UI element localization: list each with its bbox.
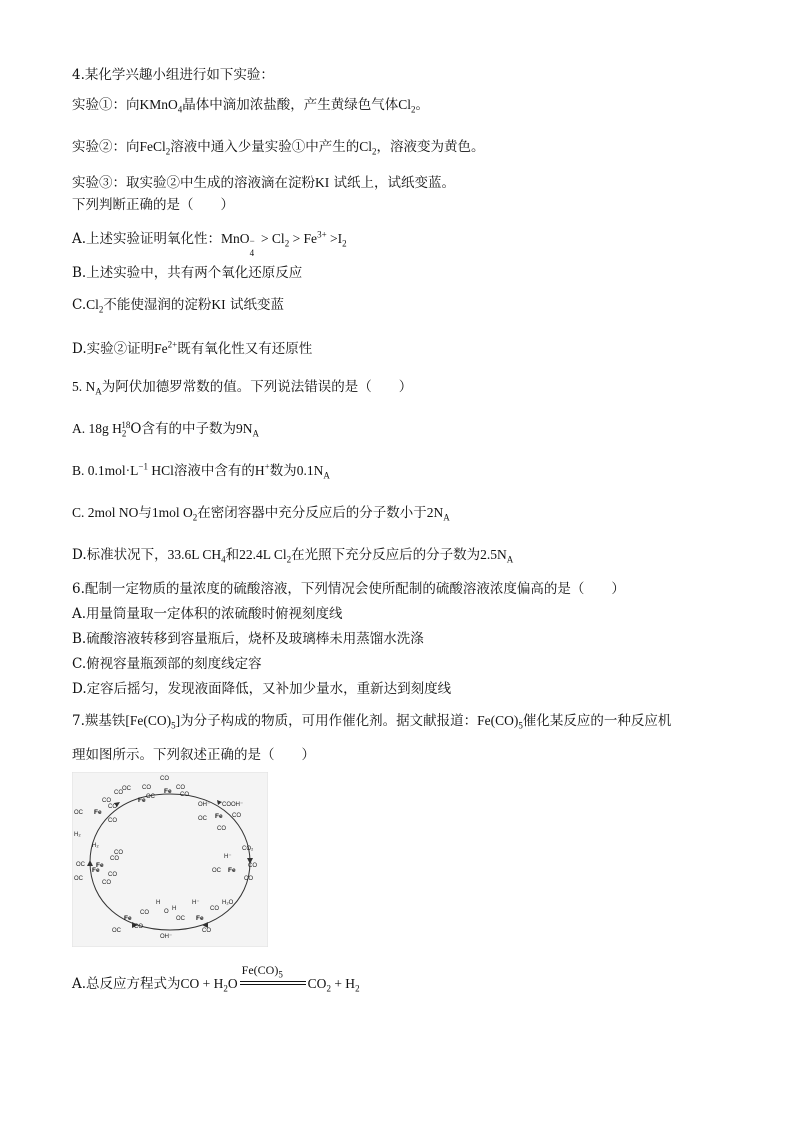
q7-stem-line2: 理如图所示。下列叙述正确的是（ ） <box>72 747 315 763</box>
figure-label: CO <box>108 818 117 824</box>
figure-label: Fe <box>196 915 204 922</box>
figure-label: OC <box>122 786 131 792</box>
q4-exp2: 实验②：向FeCl$_2$溶液中通入少量实验①中产生的$Cl_2$，溶液变为黄色。 <box>72 139 485 157</box>
figure-label: O <box>164 909 169 915</box>
figure-label: OC <box>74 810 83 816</box>
figure-label: CO <box>248 863 257 869</box>
q7-option-a: A.总反应方程式为CO + $H_2O$ $Fe(CO)_5$ $CO_2 + H_2$ <box>72 963 360 994</box>
q4-option-a: A.上述实验证明氧化性：MnO − 4 > $Cl_2 > Fe^{3+} >I_2$ <box>72 229 347 258</box>
figure-label: CO <box>160 776 169 782</box>
figure-label: Fe <box>138 797 146 804</box>
figure-label: OH⁻ <box>198 802 211 808</box>
figure-label: OC <box>212 868 221 874</box>
figure-label: H <box>172 906 177 912</box>
figure-label: CO <box>142 785 151 791</box>
q7-stem-line1: 7.羰基铁$[Fe(CO)_5]$为分子构成的物质，可用作催化剂。据文献报道：$Fe(CO)_5$催化某反应的一种反应机 <box>72 713 672 731</box>
q4-stem: 4.某化学兴趣小组进行如下实验： <box>72 67 274 83</box>
figure-label: Fe <box>124 915 132 922</box>
figure-label: OC <box>76 862 85 868</box>
figure-label: CO <box>244 876 253 882</box>
q4-option-b: B.上述实验中，共有两个氧化还原反应 <box>72 265 303 281</box>
q5-option-a: A. 18g $H_2^{18}O$含有的中子数为$9N_A$ <box>72 419 259 439</box>
figure-label: OH⁻ <box>160 934 173 940</box>
figure-label: CO <box>140 910 149 916</box>
figure-label: CO <box>110 856 119 862</box>
figure-label: H₂ <box>74 832 81 838</box>
figure-label: CO₂ <box>242 846 254 852</box>
figure-label: H₂ <box>92 843 99 849</box>
q6-option-a: A.用量筒量取一定体积的浓硫酸时俯视刻度线 <box>72 606 343 622</box>
figure-label: CO <box>134 924 143 930</box>
figure-label: CO <box>108 872 117 878</box>
figure-label: H⁻ <box>192 900 200 906</box>
q4-exp1: 实验①：向KMnO$_4$晶体中滴加浓盐酸，产生黄绿色气体$Cl_2$。 <box>72 97 430 115</box>
figure-label: CO <box>114 850 123 856</box>
figure-label: Fe <box>228 867 236 874</box>
catalytic-cycle-figure <box>72 772 268 947</box>
figure-label: OC <box>176 916 185 922</box>
q6-option-c: C.俯视容量瓶颈部的刻度线定容 <box>72 656 262 672</box>
figure-label: CO <box>210 906 219 912</box>
q4-exp3: 实验③：取实验②中生成的溶液滴在淀粉KI 试纸上，试纸变蓝。 <box>72 175 456 191</box>
q4-option-c: $C.Cl_2$不能使湿润的淀粉KI 试纸变蓝 <box>72 297 284 315</box>
q6-option-d: D.定容后摇匀，发现液面降低，又补加少量水，重新达到刻度线 <box>72 681 452 697</box>
figure-label: CO <box>102 880 111 886</box>
figure-label: CO <box>202 928 211 934</box>
figure-label: COOH⁻ <box>222 802 244 808</box>
catalyst-arrow <box>238 963 308 993</box>
figure-label: OC <box>74 876 83 882</box>
figure-label: Fe <box>215 813 223 820</box>
figure-label: CO <box>232 813 241 819</box>
figure-label: CO <box>176 785 185 791</box>
figure-label: CO <box>102 798 111 804</box>
figure-label: OC <box>112 928 121 934</box>
figure-label: Fe <box>94 809 102 816</box>
figure-label: OC <box>146 794 155 800</box>
figure-label: H <box>156 900 161 906</box>
figure-label: CO <box>108 804 117 810</box>
q5-option-b: B. $0.1mol\cdot L^{-1}$ HCl溶液中含有的H+数为$0.1N_A$ <box>72 461 330 481</box>
figure-label: Fe <box>96 862 104 869</box>
figure-label: CO <box>180 792 189 798</box>
figure-label: H⁻ <box>224 854 232 860</box>
figure-label: H₂O <box>222 900 234 906</box>
q5-option-c: C. 2mol NO与1mol $O_2$在密闭容器中充分反应后的分子数小于$2N_A$ <box>72 505 450 523</box>
figure-label: CO <box>114 790 123 796</box>
figure-label: Fe <box>92 867 100 874</box>
q6-stem: 6.配制一定物质的量浓度的硫酸溶液，下列情况会使所配制的硫酸溶液浓度偏高的是（ ） <box>72 581 625 597</box>
q6-option-b: B.硫酸溶液转移到容量瓶后，烧杯及玻璃棒未用蒸馏水洗涤 <box>72 631 424 647</box>
q5-stem: 5. $N_A$为阿伏加德罗常数的值。下列说法错误的是（ ） <box>72 379 413 397</box>
q5-option-d: D.标准状况下，33.6L $CH_4$和22.4L $Cl_2$在光照下充分反应后的分子数为$2.5N_A$ <box>72 547 514 565</box>
catalyst-label: $Fe(CO)_5$ <box>241 963 283 980</box>
q4-option-d: D.实验②证明$Fe^{2+}$既有氧化性又有还原性 <box>72 339 313 357</box>
figure-label: Fe <box>164 788 172 795</box>
figure-label: OC <box>198 816 207 822</box>
q4-ask: 下列判断正确的是（ ） <box>72 197 234 213</box>
figure-label: CO <box>217 826 226 832</box>
